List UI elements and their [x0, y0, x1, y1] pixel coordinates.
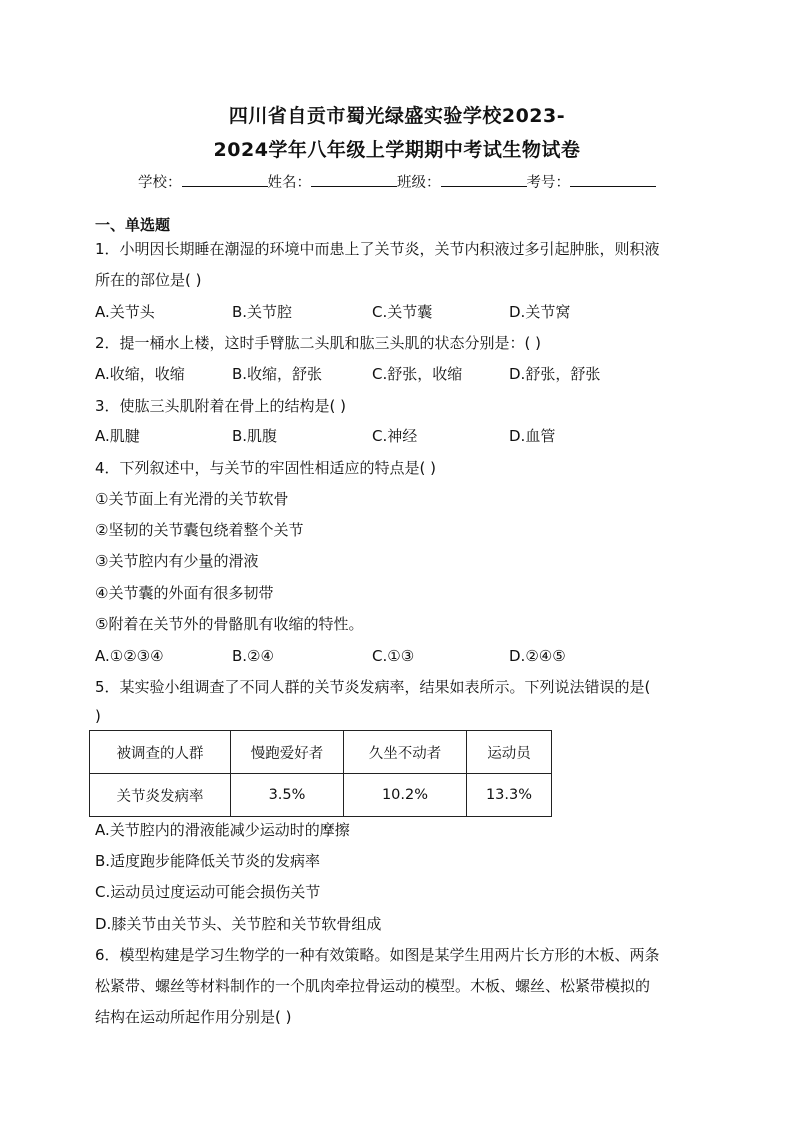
name-blank [311, 172, 397, 187]
exam-number-blank [570, 172, 656, 187]
class-blank [441, 172, 527, 187]
q3-option-b: B.肌腹 [232, 427, 278, 445]
q1-options [95, 302, 705, 322]
q5-option-c: C.运动员过度运动可能会损伤关节 [95, 883, 321, 901]
student-info-row [0, 171, 794, 192]
exam-number-label: 考号： [526, 175, 570, 191]
q6-stem-line-2: 松紧带、螺丝等材料制作的一个肌肉牵拉骨运动的模型。木板、螺丝、松紧带模拟的 [95, 977, 651, 995]
table-cell: 3.5% [231, 774, 344, 817]
q4-statement-4: ④关节囊的外面有很多韧带 [95, 584, 274, 602]
table-header-row [90, 731, 552, 774]
table-row [90, 774, 552, 817]
q4-option-a: A.①②③④ [95, 647, 164, 665]
q5-stem-line-2: ) [95, 707, 101, 725]
q2-option-b: B.收缩，舒张 [232, 365, 323, 383]
q3-option-a: A.肌腱 [95, 427, 140, 445]
exam-title-line-2: 2024学年八年级上学期期中考试生物试卷 [213, 139, 581, 161]
q1-option-d: D.关节窝 [509, 303, 571, 321]
q3-option-d: D.血管 [509, 427, 556, 445]
table-cell: 关节炎发病率 [90, 774, 231, 817]
name-label: 姓名： [267, 175, 311, 191]
q1-stem-line-1: 1．小明因长期睡在潮湿的环境中而患上了关节炎，关节内积液过多引起肿胀，则积液 [95, 240, 660, 258]
table-cell: 13.3% [467, 774, 552, 817]
school-blank [182, 172, 268, 187]
q5-option-d: D.膝关节由关节头、关节腔和关节软骨组成 [95, 915, 382, 933]
q4-statement-5: ⑤附着在关节外的骨骼肌有收缩的特性。 [95, 615, 364, 633]
class-label: 班级： [397, 175, 441, 191]
q6-stem-line-1: 6．模型构建是学习生物学的一种有效策略。如图是某学生用两片长方形的木板、两条 [95, 946, 660, 964]
q4-statement-3: ③关节腔内有少量的滑液 [95, 552, 259, 570]
table-header-cell: 运动员 [467, 731, 552, 774]
q4-options [95, 646, 705, 666]
q4-option-d: D.②④⑤ [509, 647, 566, 665]
q5-stem-line-1: 5．某实验小组调查了不同人群的关节炎发病率，结果如表所示。下列说法错误的是( [95, 678, 651, 696]
q2-option-d: D.舒张，舒张 [509, 365, 601, 383]
table-header-cell: 久坐不动者 [344, 731, 467, 774]
q6-stem-line-3: 结构在运动所起作用分别是( ) [95, 1008, 292, 1026]
q4-stem: 4．下列叙述中，与关节的牢固性相适应的特点是( ) [95, 459, 437, 477]
q3-option-c: C.神经 [372, 427, 418, 445]
q4-statement-1: ①关节面上有光滑的关节软骨 [95, 490, 289, 508]
q2-option-c: C.舒张，收缩 [372, 365, 463, 383]
school-label: 学校： [138, 175, 182, 191]
q5-option-a: A.关节腔内的滑液能减少运动时的摩擦 [95, 821, 350, 839]
table-header-cell: 被调查的人群 [90, 731, 231, 774]
q4-option-b: B.②④ [232, 647, 274, 665]
table-header-cell: 慢跑爱好者 [231, 731, 344, 774]
q2-options [95, 364, 705, 384]
q4-statement-2: ②坚韧的关节囊包绕着整个关节 [95, 521, 304, 539]
exam-title-line-1: 四川省自贡市蜀光绿盛实验学校2023- [228, 105, 566, 127]
q4-option-c: C.①③ [372, 647, 415, 665]
q1-stem-line-2: 所在的部位是( ) [95, 271, 202, 289]
q5-option-b: B.适度跑步能降低关节炎的发病率 [95, 852, 321, 870]
q1-option-c: C.关节囊 [372, 303, 433, 321]
section-heading: 一、单选题 [95, 216, 171, 234]
q3-stem: 3．使肱三头肌附着在骨上的结构是( ) [95, 397, 347, 415]
q3-options [95, 426, 705, 446]
q2-option-a: A.收缩，收缩 [95, 365, 185, 383]
table-cell: 10.2% [344, 774, 467, 817]
arthritis-rate-table [89, 730, 552, 817]
q1-option-b: B.关节腔 [232, 303, 293, 321]
q2-stem: 2．提一桶水上楼，这时手臂肱二头肌和肱三头肌的状态分别是：( ) [95, 334, 542, 352]
q1-option-a: A.关节头 [95, 303, 155, 321]
